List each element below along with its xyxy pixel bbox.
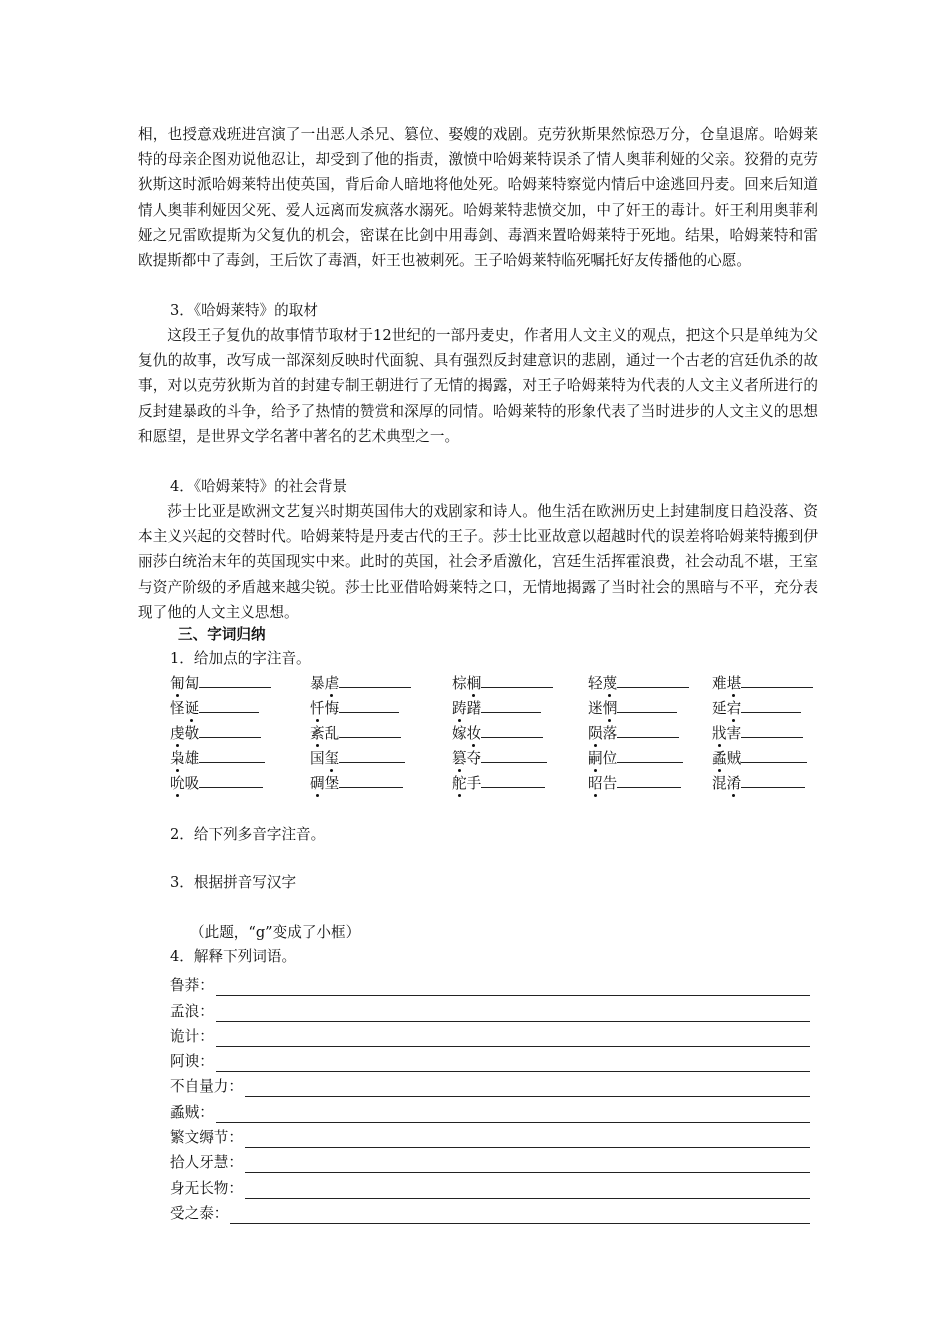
definition-row bbox=[170, 996, 810, 1021]
vocab-word: 忏悔 bbox=[310, 700, 340, 717]
question-3-note: （此题，“g”变成了小框） bbox=[190, 924, 361, 941]
definition-line[interactable] bbox=[245, 1133, 810, 1148]
answer-blank[interactable] bbox=[199, 747, 265, 763]
vocab-word: 匍匐 bbox=[170, 675, 200, 692]
term-label: 繁文缛节： bbox=[170, 1129, 243, 1147]
term-label: 蟊贼： bbox=[170, 1103, 214, 1121]
vocab-word: 陨落 bbox=[588, 725, 618, 742]
vocab-word: 碉堡 bbox=[310, 775, 340, 792]
vocab-word: 昭告 bbox=[588, 775, 618, 792]
story-paragraph: 相，也授意戏班进宫演了一出恶人杀兄、篡位、娶嫂的戏剧。克劳狄斯果然惊恐万分，仓皇退席。哈姆莱特的母亲企图劝说他忍让，却受到了他的指责，激愤中哈姆莱特误杀了情人奥菲利娅的父亲。狡猾的克劳狄斯这时派哈姆莱特出使英国，背后命人暗地将他处死。哈姆莱特察觉内情后中途逃回丹麦。回来后知道情人奥菲利娅因父死、爱人远离而发疯落水溺死。哈姆莱特悲愤交加，中了奸王的毒计。奸王利用奥菲利娅之兄雷欧提斯为父复仇的机会，密谋在比剑中用毒剑、毒酒来置哈姆莱特于死地。结果，哈姆莱特和雷欧提斯都中了毒剑，王后饮了毒酒，奸王也被刺死。王子哈姆莱特临死嘱托好友传播他的心愿。 bbox=[138, 126, 818, 270]
answer-blank[interactable] bbox=[339, 747, 405, 763]
vocab-row bbox=[170, 722, 830, 747]
question-2: 2．给下列多音字注音。 bbox=[170, 826, 326, 843]
vocab-item bbox=[712, 772, 805, 795]
term-label: 孟浪： bbox=[170, 1002, 214, 1020]
vocab-item bbox=[310, 697, 399, 720]
vocab-word: 国玺 bbox=[310, 750, 340, 767]
vocab-item bbox=[310, 772, 403, 795]
definition-line[interactable] bbox=[216, 1108, 810, 1123]
definition-line[interactable] bbox=[245, 1158, 810, 1173]
section4-heading: 4．《哈姆莱特》的社会背景 bbox=[170, 478, 348, 495]
vocab-word: 蟊贼 bbox=[712, 750, 742, 767]
vocab-item bbox=[310, 722, 401, 745]
vocab-word: 虔敬 bbox=[170, 725, 200, 742]
section3-heading: 3．《哈姆莱特》的取材 bbox=[170, 302, 318, 319]
definition-row bbox=[170, 1022, 810, 1047]
vocab-item bbox=[452, 747, 547, 770]
definition-row bbox=[170, 1148, 810, 1173]
vocab-row bbox=[170, 697, 830, 722]
vocab-word: 难堪 bbox=[712, 675, 742, 692]
vocab-item bbox=[452, 722, 543, 745]
vocab-item bbox=[170, 697, 259, 720]
definition-line[interactable] bbox=[245, 1184, 810, 1199]
vocab-word: 怪诞 bbox=[170, 700, 200, 717]
term-label: 诡计： bbox=[170, 1027, 214, 1045]
vocab-item bbox=[452, 772, 545, 795]
answer-blank[interactable] bbox=[741, 722, 803, 738]
answer-blank[interactable] bbox=[741, 747, 807, 763]
definition-line[interactable] bbox=[216, 1057, 810, 1072]
vocab-row bbox=[170, 747, 830, 772]
answer-blank[interactable] bbox=[617, 747, 683, 763]
section4-body: 莎士比亚是欧洲文艺复兴时期英国伟大的戏剧家和诗人。他生活在欧洲历史上封建制度日趋没落、资本主义兴起的交替时代。哈姆莱特是丹麦古代的王子。莎士比亚故意以超越时代的误差将哈姆莱特搬到伊丽莎白统治末年的英国现实中来。此时的英国，社会矛盾激化，宫廷生活挥霍浪费，社会动乱不堪，王室与资产阶级的矛盾越来越尖锐。莎士比亚借哈姆莱特之口，无情地揭露了当时社会的黑暗与不平，充分表现了他的人文主义思想。 bbox=[138, 503, 818, 621]
answer-blank[interactable] bbox=[199, 722, 261, 738]
vocab-row bbox=[170, 772, 830, 797]
answer-blank[interactable] bbox=[339, 672, 411, 688]
answer-blank[interactable] bbox=[199, 672, 271, 688]
vocab-word: 枭雄 bbox=[170, 750, 200, 767]
vocab-item bbox=[588, 772, 681, 795]
question-1: 1．给加点的字注音。 bbox=[170, 650, 311, 667]
vocab-item bbox=[170, 772, 263, 795]
vocab-heading: 三、字词归纳 bbox=[178, 626, 266, 643]
definition-row bbox=[170, 971, 810, 996]
definition-list bbox=[170, 971, 810, 1224]
vocab-item bbox=[170, 722, 261, 745]
vocab-item bbox=[452, 697, 541, 720]
answer-blank[interactable] bbox=[741, 772, 805, 788]
vocab-word: 棕榈 bbox=[452, 675, 482, 692]
term-label: 拾人牙慧： bbox=[170, 1154, 243, 1172]
answer-blank[interactable] bbox=[481, 697, 541, 713]
answer-blank[interactable] bbox=[617, 772, 681, 788]
vocab-item bbox=[310, 672, 411, 695]
vocab-word: 舵手 bbox=[452, 775, 482, 792]
term-label: 受之泰： bbox=[170, 1204, 229, 1222]
answer-blank[interactable] bbox=[741, 672, 813, 688]
answer-blank[interactable] bbox=[481, 747, 547, 763]
vocab-item bbox=[712, 747, 807, 770]
answer-blank[interactable] bbox=[481, 772, 545, 788]
answer-blank[interactable] bbox=[617, 697, 677, 713]
vocab-item bbox=[588, 722, 679, 745]
answer-blank[interactable] bbox=[741, 697, 801, 713]
vocab-item bbox=[170, 672, 271, 695]
vocab-word: 迷惘 bbox=[588, 700, 618, 717]
answer-blank[interactable] bbox=[339, 697, 399, 713]
term-label: 身无长物： bbox=[170, 1179, 243, 1197]
vocab-item bbox=[452, 672, 553, 695]
answer-blank[interactable] bbox=[617, 722, 679, 738]
answer-blank[interactable] bbox=[339, 772, 403, 788]
term-label: 阿谀： bbox=[170, 1053, 214, 1071]
vocab-item bbox=[712, 722, 803, 745]
definition-line[interactable] bbox=[216, 981, 810, 996]
vocab-word: 篡夺 bbox=[452, 750, 482, 767]
definition-line[interactable] bbox=[230, 1209, 810, 1224]
vocab-word: 嫁妆 bbox=[452, 725, 482, 742]
question-3: 3．根据拼音写汉字 bbox=[170, 874, 297, 891]
term-label: 不自量力： bbox=[170, 1078, 243, 1096]
answer-blank[interactable] bbox=[339, 722, 401, 738]
vocab-item bbox=[588, 747, 683, 770]
vocab-word: 戕害 bbox=[712, 725, 742, 742]
definition-row bbox=[170, 1072, 810, 1097]
vocab-item bbox=[588, 672, 689, 695]
definition-row bbox=[170, 1097, 810, 1122]
definition-row bbox=[170, 1123, 810, 1148]
answer-blank[interactable] bbox=[481, 672, 553, 688]
definition-line[interactable] bbox=[245, 1082, 810, 1097]
vocab-word: 吮吸 bbox=[170, 775, 200, 792]
definition-line[interactable] bbox=[216, 1007, 810, 1022]
vocab-word: 踌躇 bbox=[452, 700, 482, 717]
answer-blank[interactable] bbox=[481, 722, 543, 738]
vocab-row bbox=[170, 672, 830, 697]
vocab-word: 延宕 bbox=[712, 700, 742, 717]
definition-row bbox=[170, 1199, 810, 1224]
answer-blank[interactable] bbox=[617, 672, 689, 688]
vocab-item bbox=[712, 672, 813, 695]
vocab-item bbox=[712, 697, 801, 720]
definition-line[interactable] bbox=[216, 1032, 810, 1047]
vocab-item bbox=[310, 747, 405, 770]
definition-row bbox=[170, 1173, 810, 1198]
question-4: 4．解释下列词语。 bbox=[170, 948, 297, 965]
vocab-word: 暴虐 bbox=[310, 675, 340, 692]
vocab-item bbox=[170, 747, 265, 770]
term-label: 鲁莽： bbox=[170, 977, 214, 995]
pronunciation-grid bbox=[170, 672, 830, 797]
definition-row bbox=[170, 1047, 810, 1072]
vocab-item bbox=[588, 697, 677, 720]
vocab-word: 嗣位 bbox=[588, 750, 618, 767]
vocab-word: 混淆 bbox=[712, 775, 742, 792]
answer-blank[interactable] bbox=[199, 697, 259, 713]
vocab-word: 轻蔑 bbox=[588, 675, 618, 692]
vocab-word: 紊乱 bbox=[310, 725, 340, 742]
section3-body: 这段王子复仇的故事情节取材于12世纪的一部丹麦史，作者用人文主义的观点，把这个只是单纯为父复仇的故事，改写成一部深刻反映时代面貌、具有强烈反封建意识的悲剧，通过一个古老的宫廷仇杀的故事，对以克劳狄斯为首的封建专制王朝进行了无情的揭露，对王子哈姆莱特为代表的人文主义者所进行的反封建暴政的斗争，给予了热情的赞赏和深厚的同情。哈姆莱特的形象代表了当时进步的人文主义的思想和愿望，是世界文学名著中著名的艺术典型之一。 bbox=[138, 327, 818, 445]
answer-blank[interactable] bbox=[199, 772, 263, 788]
